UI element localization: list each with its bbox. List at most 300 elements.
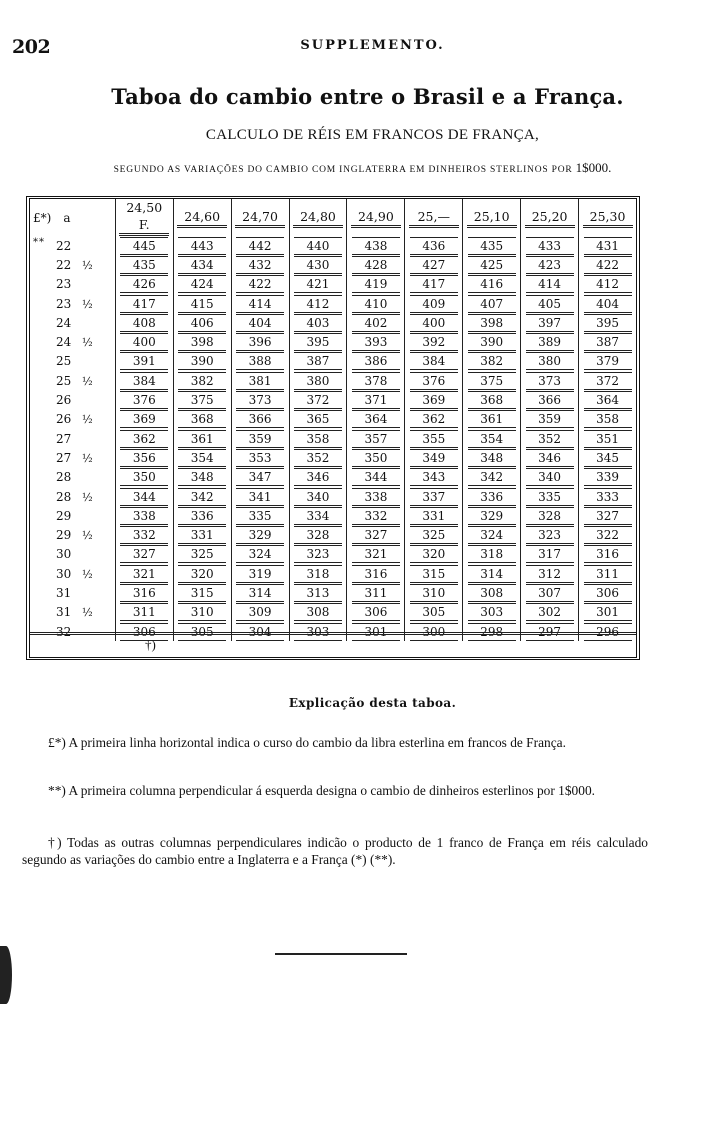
cell-value: 354 xyxy=(468,430,516,448)
table-cell xyxy=(115,429,173,448)
cell-value: 327 xyxy=(584,507,632,525)
cell-value: 317 xyxy=(526,545,574,563)
table-cell xyxy=(289,371,347,390)
table-cell xyxy=(289,506,347,525)
table-cell xyxy=(231,429,289,448)
table-cell xyxy=(579,294,636,313)
footer-dagger-marker: †) xyxy=(145,637,156,652)
table-cell xyxy=(231,313,289,332)
table-cell xyxy=(521,236,579,255)
table-cell xyxy=(521,468,579,487)
table-cell xyxy=(289,429,347,448)
table-cell xyxy=(231,545,289,564)
cell-value: 426 xyxy=(120,275,168,293)
cell-value: 306 xyxy=(584,584,632,602)
cell-value: 333 xyxy=(584,488,632,506)
table-cell xyxy=(289,564,347,583)
table-cell xyxy=(521,545,579,564)
cell-value: 335 xyxy=(526,488,574,506)
table-cell xyxy=(463,564,521,583)
row-pence-value: 27 xyxy=(56,450,72,465)
cell-value: 332 xyxy=(352,507,400,525)
row-header xyxy=(30,313,115,332)
table-row xyxy=(30,487,636,506)
cell-value: 318 xyxy=(294,565,342,583)
table-cell xyxy=(463,352,521,371)
table-cell xyxy=(521,332,579,351)
table-cell xyxy=(115,332,173,351)
corner-a: a xyxy=(63,210,71,225)
cell-value: 427 xyxy=(410,256,458,274)
cell-value: 338 xyxy=(352,488,400,506)
table-cell xyxy=(347,371,405,390)
column-header xyxy=(463,199,521,236)
cell-value: 366 xyxy=(526,391,574,409)
table-cell xyxy=(579,352,636,371)
cell-value: 335 xyxy=(236,507,284,525)
corner-label: £*) xyxy=(33,210,52,225)
table-cell xyxy=(463,583,521,602)
row-header xyxy=(30,525,115,544)
cell-value: 395 xyxy=(294,333,342,351)
cell-value: 301 xyxy=(352,623,400,641)
table-cell xyxy=(463,236,521,255)
table-cell xyxy=(463,294,521,313)
table-cell xyxy=(173,564,231,583)
cell-value: 320 xyxy=(410,545,458,563)
table-cell xyxy=(405,255,463,274)
cell-value: 378 xyxy=(352,372,400,390)
table-cell xyxy=(347,545,405,564)
table-cell xyxy=(231,352,289,371)
subtitle-secondary-sum: 1$000. xyxy=(575,160,612,175)
table-row xyxy=(30,410,636,429)
cell-value: 405 xyxy=(526,295,574,313)
cell-value: 423 xyxy=(526,256,574,274)
cell-value: 316 xyxy=(352,565,400,583)
table-cell xyxy=(231,410,289,429)
table-cell xyxy=(231,564,289,583)
cell-value: 315 xyxy=(178,584,226,602)
explanation-title: Explicação desta taboa. xyxy=(288,696,457,710)
cell-value: 433 xyxy=(526,237,574,255)
table-cell xyxy=(115,468,173,487)
table-cell xyxy=(289,487,347,506)
row-half-fraction: ½ xyxy=(82,374,93,388)
table-row xyxy=(30,583,636,602)
table-cell xyxy=(347,294,405,313)
table-cell xyxy=(289,352,347,371)
cell-value: 304 xyxy=(236,623,284,641)
table-row xyxy=(30,390,636,409)
column-header xyxy=(347,199,405,236)
row-half-fraction: ½ xyxy=(82,258,93,272)
cell-value: 324 xyxy=(468,526,516,544)
table-cell xyxy=(173,429,231,448)
table-cell xyxy=(521,583,579,602)
table-cell xyxy=(405,429,463,448)
table-cell xyxy=(347,313,405,332)
table-cell xyxy=(521,371,579,390)
cell-value: 319 xyxy=(236,565,284,583)
table-row xyxy=(30,371,636,390)
cell-value: 336 xyxy=(468,488,516,506)
table-cell xyxy=(115,583,173,602)
row-pence-value: 24 xyxy=(56,335,72,350)
cell-value: 440 xyxy=(294,237,342,255)
table-cell xyxy=(173,275,231,294)
table-cell xyxy=(173,487,231,506)
table-cell xyxy=(347,468,405,487)
cell-value: 397 xyxy=(526,314,574,332)
table-cell xyxy=(463,506,521,525)
table-cell xyxy=(579,583,636,602)
cell-value: 329 xyxy=(468,507,516,525)
cell-value: 392 xyxy=(410,333,458,351)
table-cell xyxy=(521,294,579,313)
cell-value: 323 xyxy=(294,545,342,563)
cell-value: 359 xyxy=(526,410,574,428)
table-cell xyxy=(405,603,463,622)
table-header-row xyxy=(30,199,636,236)
table-cell xyxy=(463,371,521,390)
table-cell xyxy=(405,448,463,467)
table-cell xyxy=(115,294,173,313)
row-pence-value: 28 xyxy=(56,470,72,485)
column-header xyxy=(521,199,579,236)
table-cell xyxy=(289,313,347,332)
row-pence-value: 25 xyxy=(56,354,72,369)
table-cell xyxy=(289,603,347,622)
cell-value: 414 xyxy=(236,295,284,313)
cell-value: 348 xyxy=(178,468,226,486)
row-pence-value: 24 xyxy=(56,315,72,330)
cell-value: 404 xyxy=(236,314,284,332)
table-cell xyxy=(579,313,636,332)
column-header xyxy=(289,199,347,236)
cell-value: 398 xyxy=(468,314,516,332)
subtitle-secondary-text: SEGUNDO AS VARIAÇÕES DO CAMBIO COM INGLATERRA EM DINHEIROS STERLINOS POR xyxy=(113,165,576,175)
table-row xyxy=(30,429,636,448)
table-cell xyxy=(115,371,173,390)
table-cell xyxy=(521,564,579,583)
cell-value: 390 xyxy=(468,333,516,351)
cell-value: 386 xyxy=(352,352,400,370)
table-cell xyxy=(289,294,347,313)
table-cell xyxy=(289,255,347,274)
table-cell xyxy=(289,410,347,429)
cell-value: 359 xyxy=(236,430,284,448)
table-cell xyxy=(231,525,289,544)
table-cell xyxy=(347,564,405,583)
cell-value: 350 xyxy=(120,468,168,486)
cell-value: 347 xyxy=(236,468,284,486)
table-cell xyxy=(405,545,463,564)
table-cell xyxy=(347,506,405,525)
column-header-label: 24,50 F. xyxy=(119,199,169,236)
row-half-fraction: ½ xyxy=(82,606,93,620)
table-row xyxy=(30,564,636,583)
cell-value: 419 xyxy=(352,275,400,293)
table-cell xyxy=(463,410,521,429)
table-cell xyxy=(115,564,173,583)
table-cell xyxy=(289,448,347,467)
column-header xyxy=(231,199,289,236)
column-header xyxy=(115,199,173,236)
cell-value: 349 xyxy=(410,449,458,467)
table-cell xyxy=(347,390,405,409)
cell-value: 442 xyxy=(236,237,284,255)
cell-value: 391 xyxy=(120,352,168,370)
cell-value: 296 xyxy=(584,623,632,641)
table-cell xyxy=(405,468,463,487)
table-cell xyxy=(463,332,521,351)
table-cell xyxy=(405,506,463,525)
cell-value: 310 xyxy=(178,603,226,621)
cell-value: 417 xyxy=(410,275,458,293)
cell-value: 337 xyxy=(410,488,458,506)
table-cell xyxy=(579,332,636,351)
row-header xyxy=(30,352,115,371)
table-cell xyxy=(405,390,463,409)
table-cell xyxy=(173,332,231,351)
row-marker: ** xyxy=(33,237,45,248)
table-row xyxy=(30,525,636,544)
cell-value: 375 xyxy=(468,372,516,390)
table-cell xyxy=(579,429,636,448)
cell-value: 362 xyxy=(120,430,168,448)
cell-value: 311 xyxy=(120,603,168,621)
table-cell xyxy=(289,545,347,564)
cell-value: 322 xyxy=(584,526,632,544)
row-pence-value: 25 xyxy=(56,373,72,388)
cell-value: 331 xyxy=(410,507,458,525)
table-cell xyxy=(463,468,521,487)
cell-value: 410 xyxy=(352,295,400,313)
table-cell xyxy=(289,332,347,351)
cell-value: 305 xyxy=(178,623,226,641)
cell-value: 355 xyxy=(410,430,458,448)
row-half-fraction: ½ xyxy=(82,297,93,311)
cell-value: 338 xyxy=(120,507,168,525)
table-cell xyxy=(115,410,173,429)
column-header xyxy=(579,199,636,236)
table-cell xyxy=(115,487,173,506)
table-cell xyxy=(173,545,231,564)
cell-value: 332 xyxy=(120,526,168,544)
column-header-label: 24,80 xyxy=(293,208,343,228)
table-cell xyxy=(521,275,579,294)
row-pence-value: 29 xyxy=(56,508,72,523)
table-cell xyxy=(231,371,289,390)
row-header xyxy=(30,429,115,448)
row-pence-value: 22 xyxy=(56,257,72,272)
cell-value: 343 xyxy=(410,468,458,486)
table-row xyxy=(30,275,636,294)
cell-value: 324 xyxy=(236,545,284,563)
table-cell xyxy=(289,390,347,409)
cell-value: 352 xyxy=(294,449,342,467)
table-cell xyxy=(173,506,231,525)
cell-value: 350 xyxy=(352,449,400,467)
table-cell xyxy=(115,545,173,564)
table-cell xyxy=(231,468,289,487)
table-cell xyxy=(347,429,405,448)
cell-value: 435 xyxy=(468,237,516,255)
cell-value: 308 xyxy=(468,584,516,602)
subtitle: CALCULO DE RÉIS EM FRANCOS DE FRANÇA, xyxy=(205,127,540,143)
explanation-paragraph: £*) A primeira linha horizontal indica o curso do cambio da libra esterlina em francos de França. xyxy=(48,735,566,750)
column-header xyxy=(405,199,463,236)
table-cell xyxy=(405,313,463,332)
cell-value: 306 xyxy=(120,623,168,641)
cell-value: 321 xyxy=(352,545,400,563)
table-cell xyxy=(231,603,289,622)
cell-value: 305 xyxy=(410,603,458,621)
table-cell xyxy=(579,506,636,525)
table-cell xyxy=(579,468,636,487)
cell-value: 380 xyxy=(294,372,342,390)
table-cell xyxy=(231,275,289,294)
column-header-label: 25,— xyxy=(409,208,459,228)
row-header xyxy=(30,506,115,525)
cell-value: 364 xyxy=(584,391,632,409)
row-pence-value: 28 xyxy=(56,489,72,504)
cell-value: 301 xyxy=(584,603,632,621)
cell-value: 306 xyxy=(352,603,400,621)
table-cell xyxy=(115,352,173,371)
exchange-table-frame xyxy=(26,196,640,660)
cell-value: 421 xyxy=(294,275,342,293)
cell-value: 400 xyxy=(120,333,168,351)
cell-value: 353 xyxy=(236,449,284,467)
table-cell xyxy=(231,236,289,255)
table-cell xyxy=(463,525,521,544)
table-row xyxy=(30,506,636,525)
cell-value: 316 xyxy=(120,584,168,602)
cell-value: 412 xyxy=(584,275,632,293)
cell-value: 354 xyxy=(178,449,226,467)
cell-value: 376 xyxy=(120,391,168,409)
cell-value: 311 xyxy=(584,565,632,583)
row-header xyxy=(30,255,115,274)
cell-value: 331 xyxy=(178,526,226,544)
cell-value: 431 xyxy=(584,237,632,255)
table-cell xyxy=(405,564,463,583)
cell-value: 372 xyxy=(294,391,342,409)
table-cell xyxy=(173,255,231,274)
table-cell xyxy=(347,275,405,294)
row-header xyxy=(30,332,115,351)
table-cell xyxy=(405,410,463,429)
cell-value: 358 xyxy=(294,430,342,448)
cell-value: 432 xyxy=(236,256,284,274)
table-cell xyxy=(173,603,231,622)
cell-value: 434 xyxy=(178,256,226,274)
table-cell xyxy=(579,275,636,294)
row-header xyxy=(30,487,115,506)
cell-value: 346 xyxy=(294,468,342,486)
table-cell xyxy=(231,390,289,409)
cell-value: 365 xyxy=(294,410,342,428)
cell-value: 342 xyxy=(468,468,516,486)
row-half-fraction: ½ xyxy=(82,413,93,427)
table-cell xyxy=(289,525,347,544)
table-cell xyxy=(115,506,173,525)
row-pence-value: 26 xyxy=(56,412,72,427)
cell-value: 348 xyxy=(468,449,516,467)
row-header xyxy=(30,448,115,467)
table-cell xyxy=(231,448,289,467)
table-cell xyxy=(289,236,347,255)
table-cell xyxy=(405,332,463,351)
cell-value: 443 xyxy=(178,237,226,255)
table-cell xyxy=(347,410,405,429)
cell-value: 329 xyxy=(236,526,284,544)
cell-value: 320 xyxy=(178,565,226,583)
page-number: 202 xyxy=(12,36,51,58)
row-pence-value: 23 xyxy=(56,277,72,292)
page-edge-ink-mark xyxy=(0,946,12,1004)
table-cell xyxy=(463,448,521,467)
cell-value: 414 xyxy=(526,275,574,293)
cell-value: 336 xyxy=(178,507,226,525)
table-cell xyxy=(579,255,636,274)
column-header xyxy=(173,199,231,236)
table-cell xyxy=(405,487,463,506)
cell-value: 368 xyxy=(468,391,516,409)
row-pence-value: 32 xyxy=(56,624,72,639)
table-cell xyxy=(173,390,231,409)
table-cell xyxy=(115,525,173,544)
cell-value: 416 xyxy=(468,275,516,293)
table-cell xyxy=(579,525,636,544)
column-header-label: 24,70 xyxy=(235,208,285,228)
row-header xyxy=(30,294,115,313)
table-row xyxy=(30,545,636,564)
cell-value: 438 xyxy=(352,237,400,255)
row-header xyxy=(30,371,115,390)
cell-value: 388 xyxy=(236,352,284,370)
cell-value: 321 xyxy=(120,565,168,583)
cell-value: 346 xyxy=(526,449,574,467)
table-cell xyxy=(173,236,231,255)
cell-value: 380 xyxy=(526,352,574,370)
table-cell xyxy=(231,506,289,525)
row-header xyxy=(30,410,115,429)
table-cell xyxy=(173,294,231,313)
table-cell xyxy=(347,583,405,602)
cell-value: 430 xyxy=(294,256,342,274)
cell-value: 417 xyxy=(120,295,168,313)
cell-value: 376 xyxy=(410,372,458,390)
cell-value: 345 xyxy=(584,449,632,467)
cell-value: 328 xyxy=(526,507,574,525)
cell-value: 334 xyxy=(294,507,342,525)
cell-value: 302 xyxy=(526,603,574,621)
cell-value: 316 xyxy=(584,545,632,563)
cell-value: 381 xyxy=(236,372,284,390)
row-half-fraction: ½ xyxy=(82,567,93,581)
table-row xyxy=(30,468,636,487)
cell-value: 415 xyxy=(178,295,226,313)
cell-value: 375 xyxy=(178,391,226,409)
cell-value: 369 xyxy=(120,410,168,428)
cell-value: 362 xyxy=(410,410,458,428)
table-footer-row xyxy=(30,632,636,657)
cell-value: 361 xyxy=(178,430,226,448)
table-cell xyxy=(115,390,173,409)
